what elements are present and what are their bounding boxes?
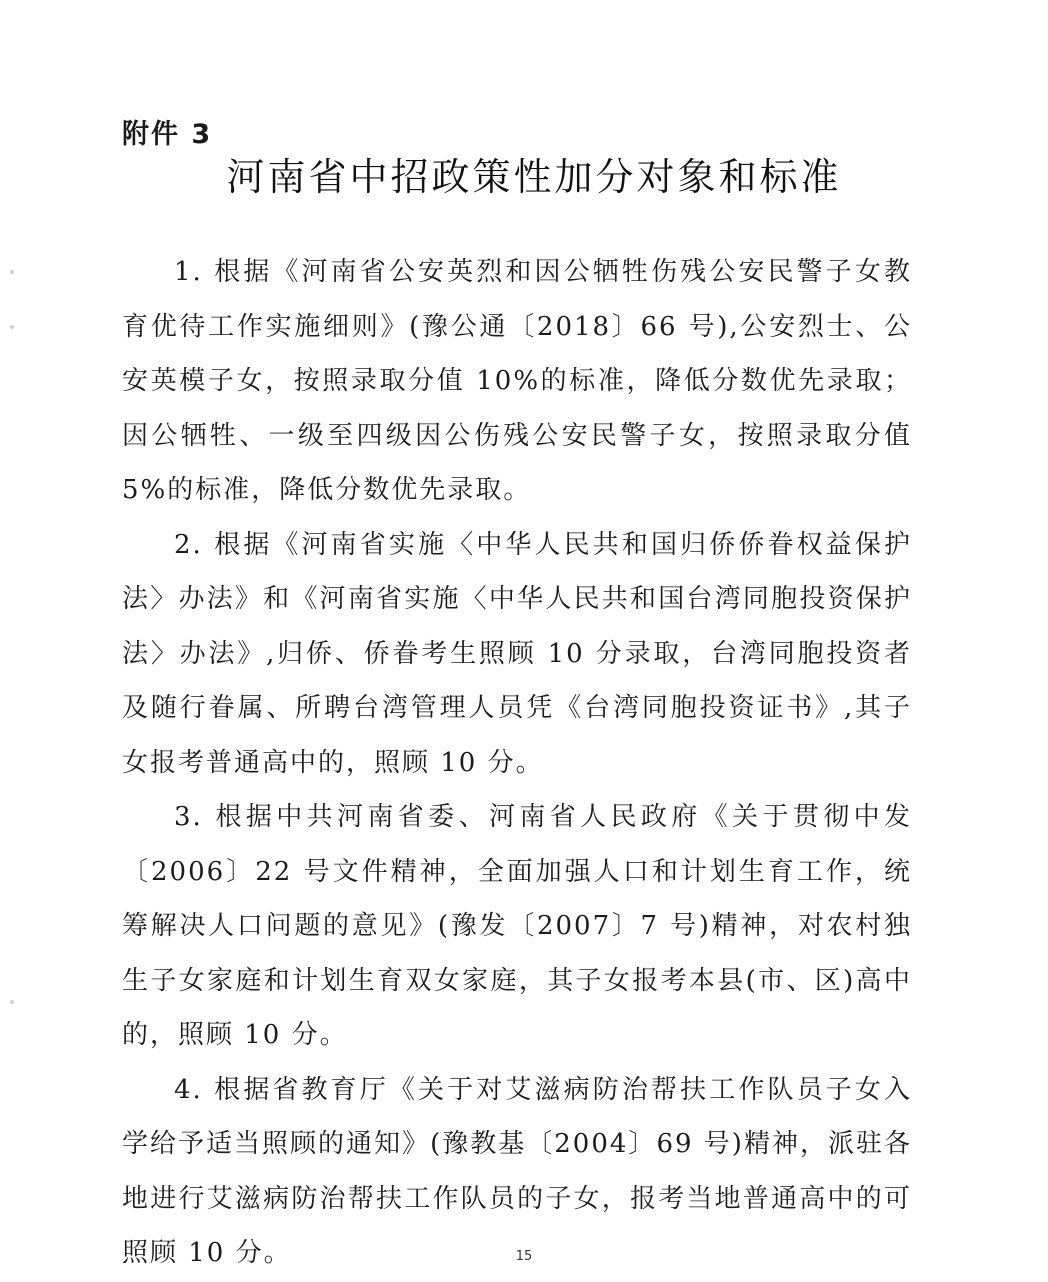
paragraph-1: 1. 根据《河南省公安英烈和因公牺牲伤残公安民警子女教育优待工作实施细则》(豫公通〔2018〕66 号),公安烈士、公安英模子女，按照录取分值 10%的标准，降低分数优先录取；因公牺牲、一级至四级因公伤残公安民警子女，按照录取分值 5%的标准，降低分数优先录取。 — [122, 257, 912, 505]
paragraph-2: 2. 根据《河南省实施〈中华人民共和国归侨侨眷权益保护法〉办法》和《河南省实施〈中华人民共和国台湾同胞投资保护法〉办法》,归侨、侨眷考生照顾 10 分录取，台湾同胞投资者及随行眷属、所聘台湾管理人员凭《台湾同胞投资证书》,其子女报考普通高中的，照顾 10 分。 — [122, 529, 912, 778]
page-number: 15 — [515, 1249, 533, 1264]
scan-speck — [10, 325, 14, 329]
paragraph-3: 3. 根据中共河南省委、河南省人民政府《关于贯彻中发〔2006〕22 号文件精神，全面加强人口和计划生育工作，统筹解决人口问题的意见》(豫发〔2007〕7 号)精神，对农村独生子女家庭和计划生育双女家庭，其子女报考本县(市、区)高中的，照顾 10 分。 — [122, 802, 912, 1050]
document-body — [122, 245, 912, 1281]
paragraph-4: 4. 根据省教育厅《关于对艾滋病防治帮扶工作队员子女入学给予适当照顾的通知》(豫教基〔2004〕69 号)精神，派驻各地进行艾滋病防治帮扶工作队员的子女，报考当地普通高中的可照顾 10 分。 — [122, 1074, 912, 1268]
document-title: 河南省中招政策性加分对象和标准 — [226, 155, 842, 199]
attachment-label: 附件 3 — [122, 119, 213, 150]
scan-speck — [10, 1000, 14, 1004]
scan-speck — [10, 270, 14, 274]
